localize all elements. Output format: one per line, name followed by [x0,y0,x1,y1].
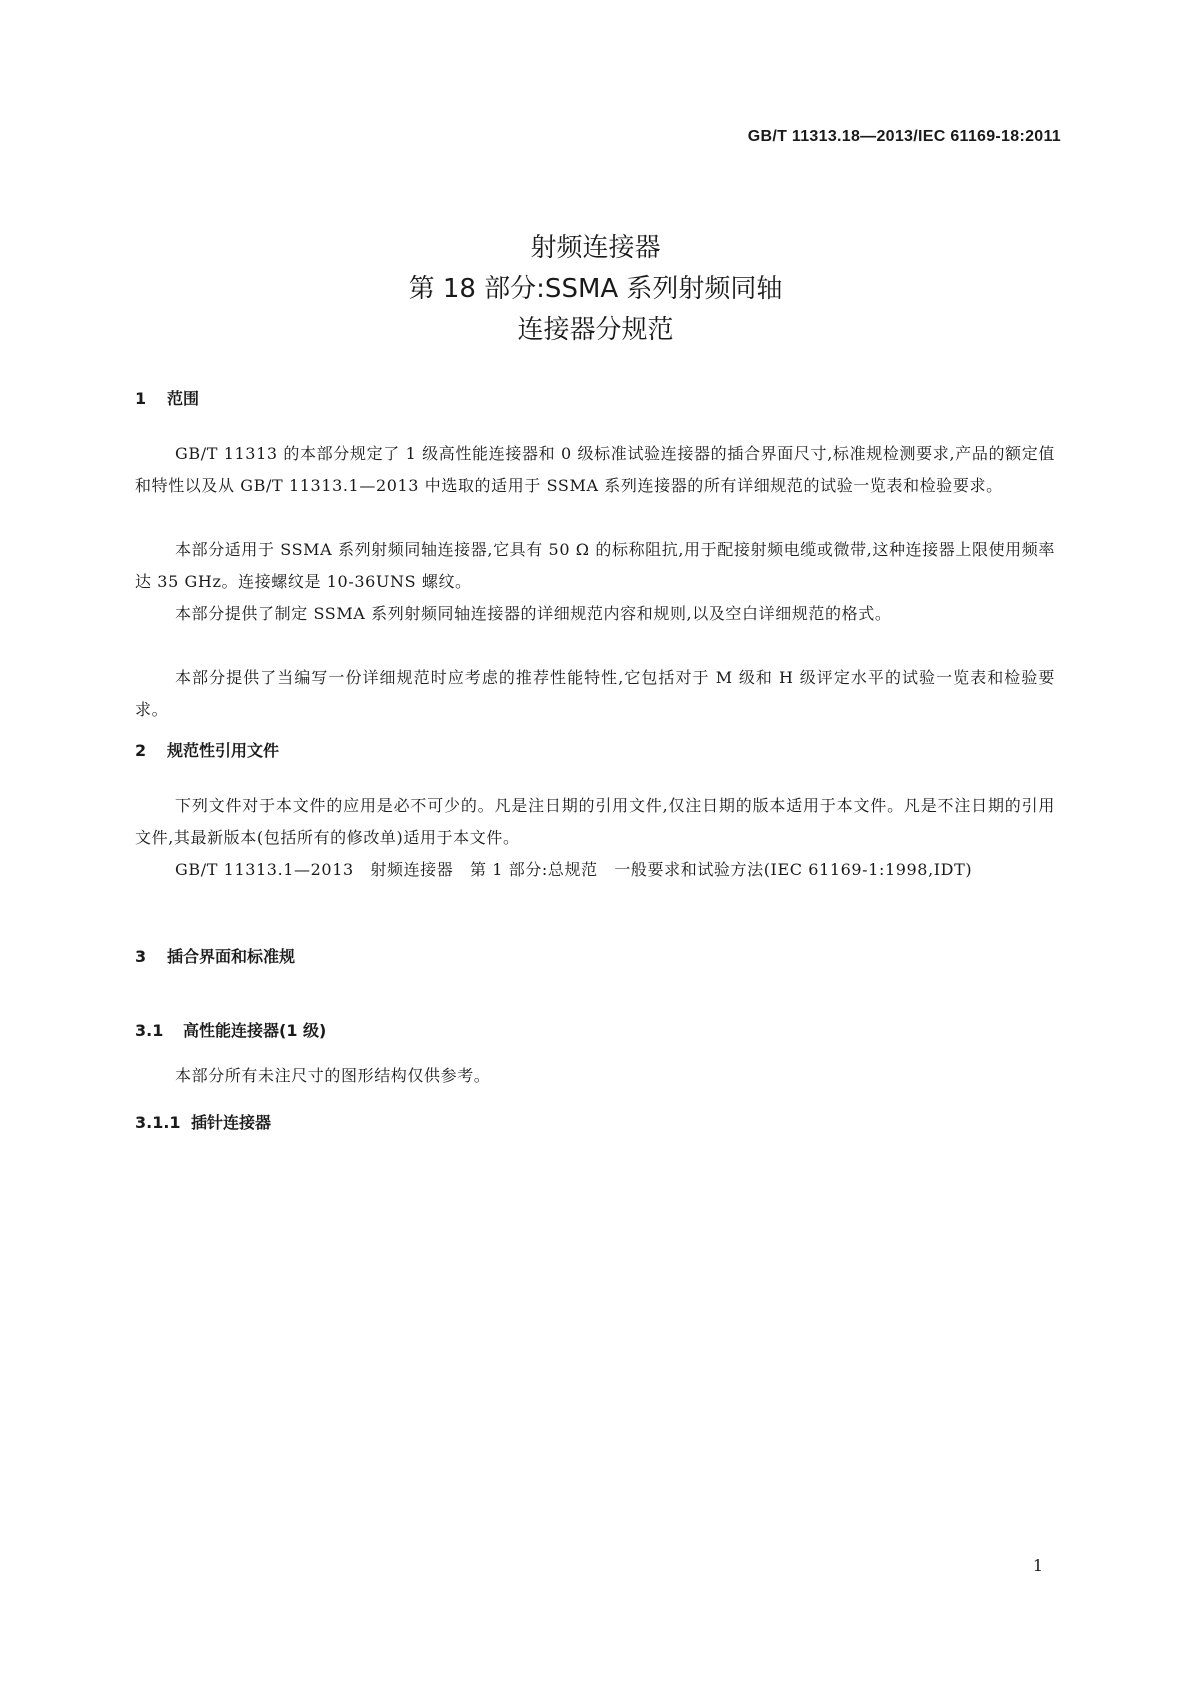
section-number: 3.1 [135,1021,164,1040]
section-title: 高性能连接器(1 级) [183,1021,327,1040]
section-number: 2 [135,741,147,760]
reference-entry: GB/T 11313.1—2013 射频连接器 第 1 部分:总规范 一般要求和试验方法(IEC 61169-1:1998,IDT) [175,860,973,879]
section-3-1-1-heading [135,1110,271,1133]
section-2-heading [135,738,279,761]
paragraph: 本部分提供了当编写一份详细规范时应考虑的推荐性能特性,它包括对于 M 级和 H 级评定水平的试验一览表和检验要求。 [135,668,1055,719]
section-title: 范围 [167,389,200,408]
section-3-heading [135,944,295,967]
paragraph: 本部分提供了制定 SSMA 系列射频同轴连接器的详细规范内容和规则,以及空白详细规范的格式。 [175,604,892,623]
title-line-3: 连接器分规范 [517,315,674,345]
section-title: 插针连接器 [191,1113,272,1132]
standard-code: GB/T 11313.18—2013/IEC 61169-18:2011 [747,128,1061,145]
paragraph: 下列文件对于本文件的应用是必不可少的。凡是注日期的引用文件,仅注日期的版本适用于本文件。凡是不注日期的引用文件,其最新版本(包括所有的修改单)适用于本文件。 [135,796,1055,847]
section-number: 1 [135,389,147,408]
paragraph: 本部分适用于 SSMA 系列射频同轴连接器,它具有 50 Ω 的标称阻抗,用于配接射频电缆或微带,这种连接器上限使用频率达 35 GHz。连接螺纹是 10-36UNS 螺纹。 [135,540,1055,591]
paragraph: GB/T 11313 的本部分规定了 1 级高性能连接器和 0 级标准试验连接器的插合界面尺寸,标准规检测要求,产品的额定值和特性以及从 GB/T 11313.1—2013 中选取的适用于 SSMA 系列连接器的所有详细规范的试验一览表和检验要求。 [135,444,1055,495]
section-3-1-heading [135,1018,326,1041]
title-line-2: 第 18 部分:SSMA 系列射频同轴 [408,274,783,304]
document-title [0,228,1191,351]
section-title: 规范性引用文件 [167,741,280,760]
section-number: 3 [135,947,147,966]
title-line-1: 射频连接器 [530,233,661,263]
paragraph: 本部分所有未注尺寸的图形结构仅供参考。 [175,1066,491,1085]
section-number: 3.1.1 [135,1113,181,1132]
section-title: 插合界面和标准规 [167,947,296,966]
page-number: 1 [1032,1556,1043,1575]
section-1-heading [135,386,199,409]
